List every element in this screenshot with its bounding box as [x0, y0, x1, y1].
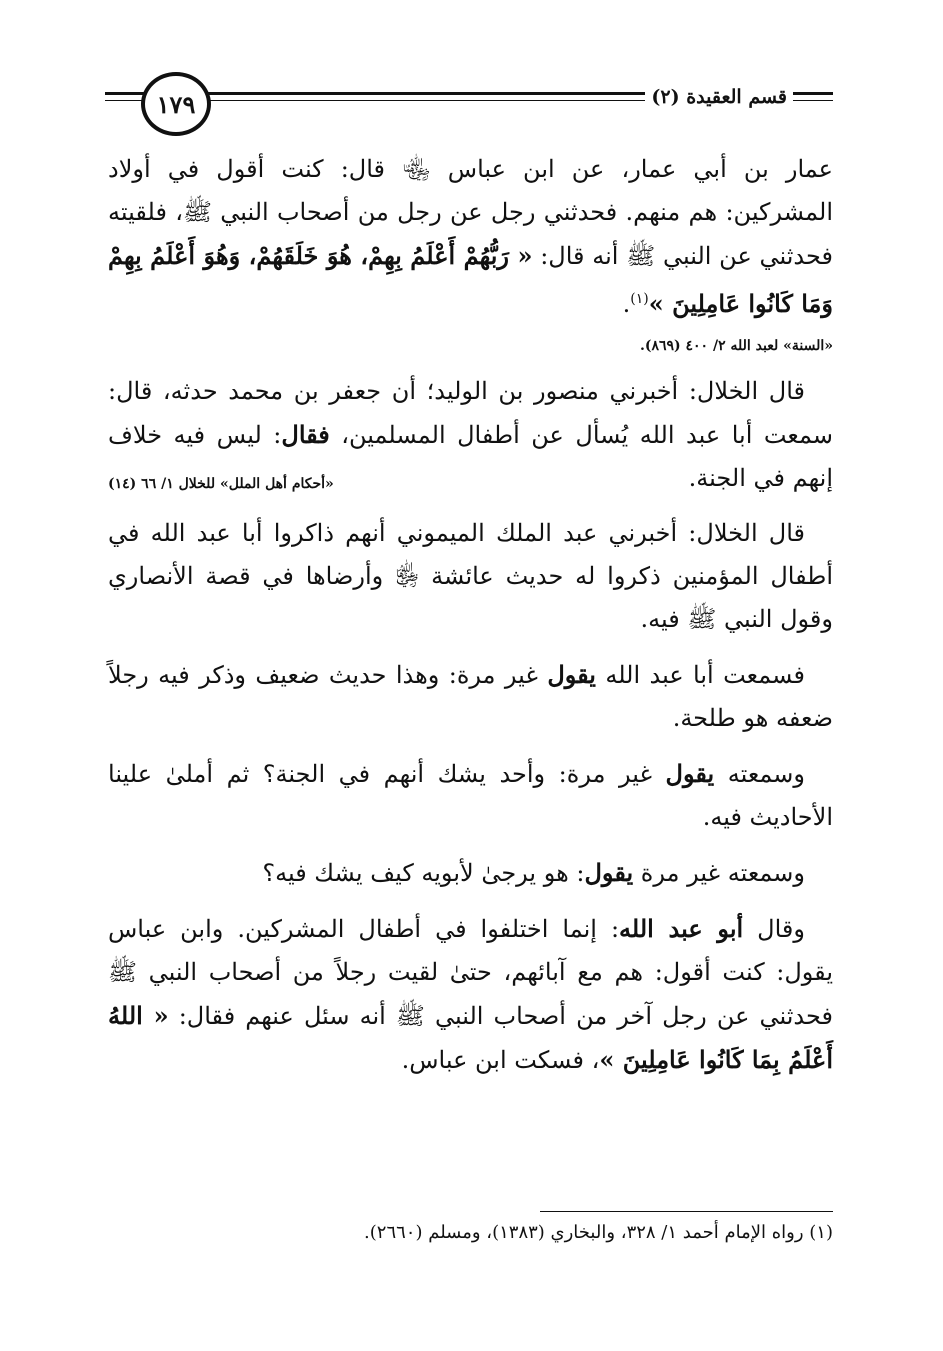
paragraph-7-end: ، فسكت ابن عباس.: [401, 1046, 600, 1074]
paragraph-4: [108, 653, 833, 740]
paragraph-2-text: قال الخلال: أخبرني منصور بن الوليد؛ أن جعفر بن محمد حدثه، قال: سمعت أبا عبد الله يُسأل عن أطفال المسلمين،: [108, 377, 833, 449]
paragraph-4-text: فسمعت أبا عبد الله: [595, 661, 805, 689]
paragraph-1-end: .: [622, 290, 631, 318]
paragraph-3: قال الخلال: أخبرني عبد الملك الميموني أنهم ذاكروا أبا عبد الله في أطفال المؤمنين ذكروا له حديث عائشة ﵂ وأرضاها في قصة الأنصاري وقول النبي ﷺ فيه.: [108, 519, 833, 633]
footnote-separator: [540, 1211, 833, 1212]
paragraph-1: [108, 148, 833, 326]
paragraph-4-bold: يقول: [547, 660, 596, 689]
source-citation-1: «السنة» لعبد الله ٢/ ٤٠٠ (٨٦٩).: [639, 338, 833, 354]
paragraph-1-text: عمار بن أبي عمار، عن ابن عباس ﵄ قال: كنت أقول في أولاد المشركين: هم منهم. فحدثني رجل عن رجل من أصحاب النبي ﷺ، فلقيته فحدثني عن النبي ﷺ أنه قال:: [108, 155, 833, 270]
paragraph-5: [108, 752, 833, 839]
paragraph-5-end: غير مرة: وأحد يشك أنهم في الجنة؟ ثم أملىٰ علينا الأحاديث فيه.: [108, 760, 833, 831]
footnote: (١) رواه الإمام أحمد ١/ ٣٢٨، والبخاري (١٣٨٣)، ومسلم (٢٦٦٠).: [364, 1222, 833, 1243]
paragraph-2: [108, 370, 833, 500]
paragraph-2-end: : ليس فيه خلاف إنهم في الجنة.: [108, 421, 833, 492]
source-citation-2: «أحكام أهل الملل» للخلال ١/ ٦٦ (١٤): [108, 476, 334, 492]
paragraph-6-end: : هو يرجىٰ لأبويه كيف يشك فيه؟: [262, 859, 585, 887]
page-header: [105, 72, 833, 132]
paragraph-6-text: وسمعته غير مرة: [633, 859, 805, 887]
footnote-marker: (١): [630, 291, 649, 307]
paragraph-2-bold: فقال: [281, 420, 330, 449]
paragraph-5-bold: يقول: [665, 759, 715, 788]
page-number: ١٧٩: [141, 72, 211, 136]
hadith-quote-2: « اللهُ أَعْلَمُ بِمَا كَانُوا عَامِلِينَ »: [108, 1001, 833, 1074]
paragraph-4-end: غير مرة: وهذا حديث ضعيف وذكر فيه رجلاً ضعفه هو طلحة.: [108, 661, 833, 732]
paragraph-7: [108, 907, 833, 1082]
paragraph-5-text: وسمعته: [714, 760, 806, 788]
hadith-quote-1: « رَبُّهُمْ أَعْلَمُ بِهِمْ، هُوَ خَلَقَهُمْ، وَهُوَ أَعْلَمُ بِهِمْ وَمَا كَانُوا عَامِلِينَ »: [108, 241, 833, 318]
main-text: [108, 148, 833, 1082]
paragraph-7-bold: أبو عبد الله: [619, 914, 744, 943]
paragraph-6-bold: يقول: [584, 858, 634, 887]
paragraph-7-text: وقال: [743, 915, 805, 943]
paragraph-6: [108, 851, 833, 895]
section-title: قسم العقيدة (٢): [645, 86, 793, 108]
paragraph-7-mid: : إنما اختلفوا في أطفال المشركين. وابن عباس يقول: كنت أقول: هم مع آبائهم، حتىٰ لقيت رجلاً من أصحاب النبي ﷺ فحدثني عن رجل آخر من أصحاب النبي ﷺ أنه سئل عنهم فقال:: [108, 915, 833, 1030]
